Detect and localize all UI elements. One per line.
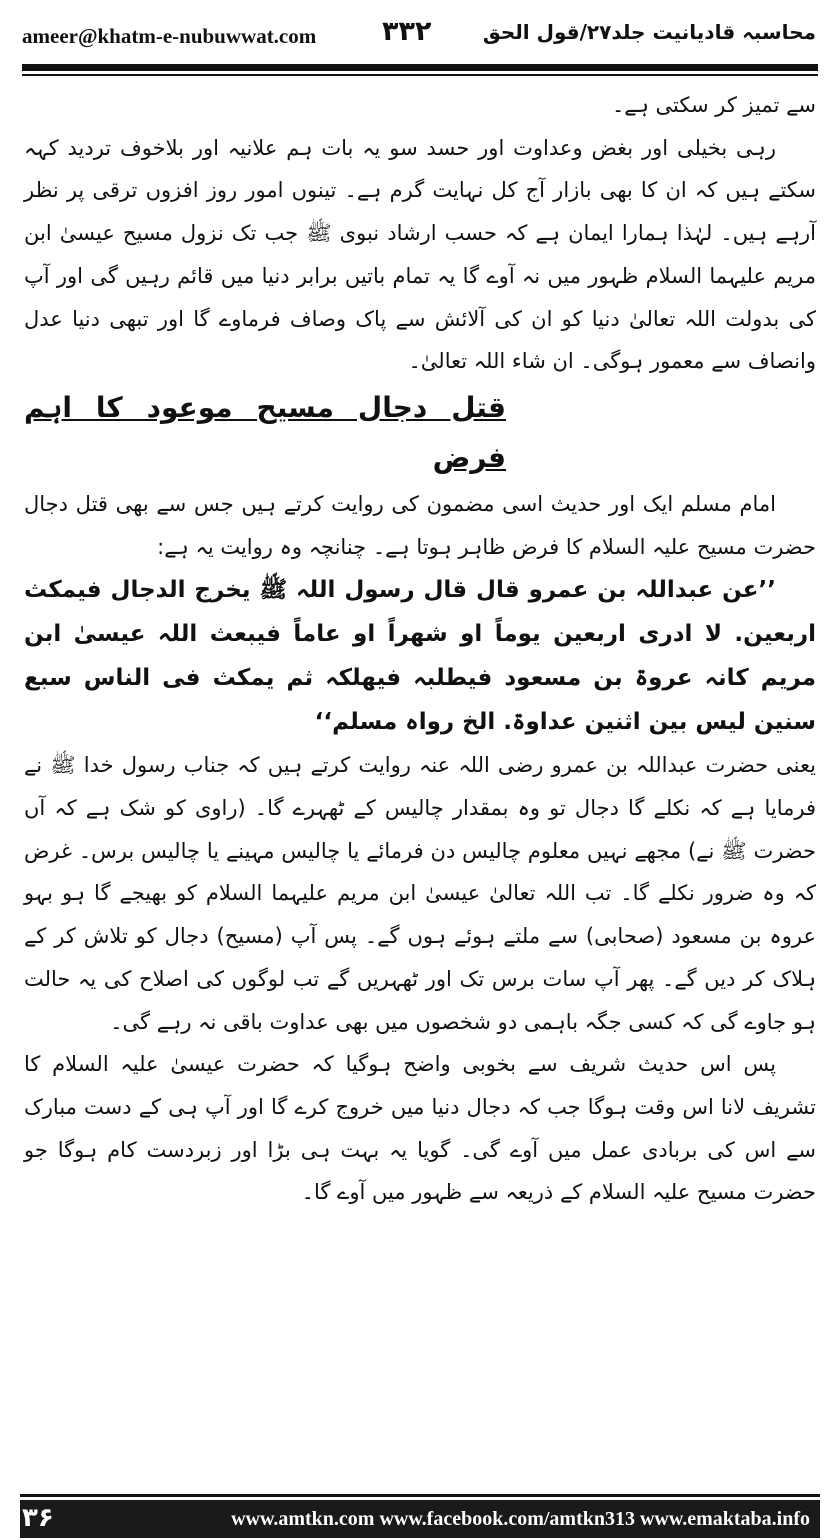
hadith-translation: یعنی حضرت عبداللہ بن عمرو رضی اللہ عنہ روایت کرتے ہیں کہ جناب رسول خدا ﷺ نے فرمایا ہے کہ نکلے گا دجال تو وہ بمقدار چالیس کے ٹھہرے گا۔ (راوی کو شک ہے کہ آں حضرت ﷺ نے) مجھے نہیں معلوم چالیس دن فرمائے یا چالیس مہینے یا چالیس برس۔ غرض کہ وہ ضرور نکلے گا۔ تب اللہ تعالیٰ عیسیٰ ابن مریم علیہما السلام کو بھیجے گا ہو بہو عروہ بن مسعود (صحابی) سے ملتے ہوئے ہوں گے۔ پس آپ (مسیح) دجال کو تلاش کر کے ہلاک کر دیں گے۔ پھر آپ سات برس تک اور ٹھہریں گے تب لوگوں کی اصلاح کی یہ حالت ہو جاوے گی کہ کسی جگہ باہمی دو شخصوں میں بھی عداوت باقی نہ رہے گی۔ [24, 753, 816, 1034]
footer-page-number: ۳۶ [22, 1503, 54, 1533]
page-body [24, 84, 816, 1214]
footer-divider [20, 1494, 820, 1497]
body-paragraph: سے تمیز کر سکتی ہے۔ [611, 93, 816, 117]
header-book-title: محاسبہ قادیانیت جلد۲۷/قول الحق [482, 20, 816, 44]
header-divider-thin [22, 74, 818, 76]
header-email[interactable]: ameer@khatm-e-nubuwwat.com [22, 24, 317, 48]
header-divider-thick [22, 64, 818, 71]
body-paragraph: امام مسلم ایک اور حدیث اسی مضمون کی روایت کرتے ہیں جس سے بھی قتل دجال حضرت مسیح علیہ السلام کا فرض ظاہر ہوتا ہے۔ چنانچہ وہ روایت یہ ہے: [24, 491, 816, 559]
section-heading: قتل دجال مسیح موعود کا اہم فرض [24, 390, 506, 474]
body-paragraph: پس اس حدیث شریف سے بخوبی واضح ہوگیا کہ حضرت عیسیٰ علیہ السلام کا تشریف لانا اس وقت ہوگا جب کہ دجال دنیا میں خروج کرے گا اور آپ ہی کے دست مبارک سے اس کی بربادی عمل میں آوے گی۔ گویا یہ بہت ہی بڑا اور زبردست کام ہوگا جو حضرت مسیح علیہ السلام کے ذریعہ سے ظہور میں آوے گا۔ [24, 1052, 816, 1205]
page-header [0, 0, 840, 70]
arabic-hadith: ’’عن عبداللہ بن عمرو قال قال رسول اللہ ﷺ یخرج الدجال فیمکث اربعین. لا ادری اربعین یوماً او شھراً او عاماً فیبعث اللہ عیسیٰ ابن مریم کانہ عروۃ بن مسعود فیطلبہ فیھلکہ ثم یمکث فی الناس سبع سنین لیس بین اثنین عداوۃ. الخ رواہ مسلم‘‘ [24, 577, 816, 736]
body-paragraph: رہی بخیلی اور بغض وعداوت اور حسد سو یہ بات ہم علانیہ اور بلاخوف تردید کہہ سکتے ہیں کہ ان کا بھی بازار آج کل نہایت گرم ہے۔ تینوں امور روز افزوں ترقی پر نظر آرہے ہیں۔ لہٰذا ہمارا ایمان ہے کہ حسب ارشاد نبوی ﷺ جب تک نزول مسیح عیسیٰ ابن مریم علیہما السلام ظہور میں نہ آوے گا یہ تمام باتیں برابر دنیا میں قائم رہیں گی اور آپ کی بدولت اللہ تعالیٰ دنیا کو ان کی آلائش سے پاک وصاف فرماوے گا اور تبھی دنیا عدل وانصاف سے معمور ہوگی۔ ان شاء اللہ تعالیٰ۔ [24, 135, 816, 374]
footer-links[interactable]: www.amtkn.com www.facebook.com/amtkn313 www.emaktaba.info [231, 1508, 810, 1530]
header-page-number: ۳۳۲ [382, 16, 432, 47]
